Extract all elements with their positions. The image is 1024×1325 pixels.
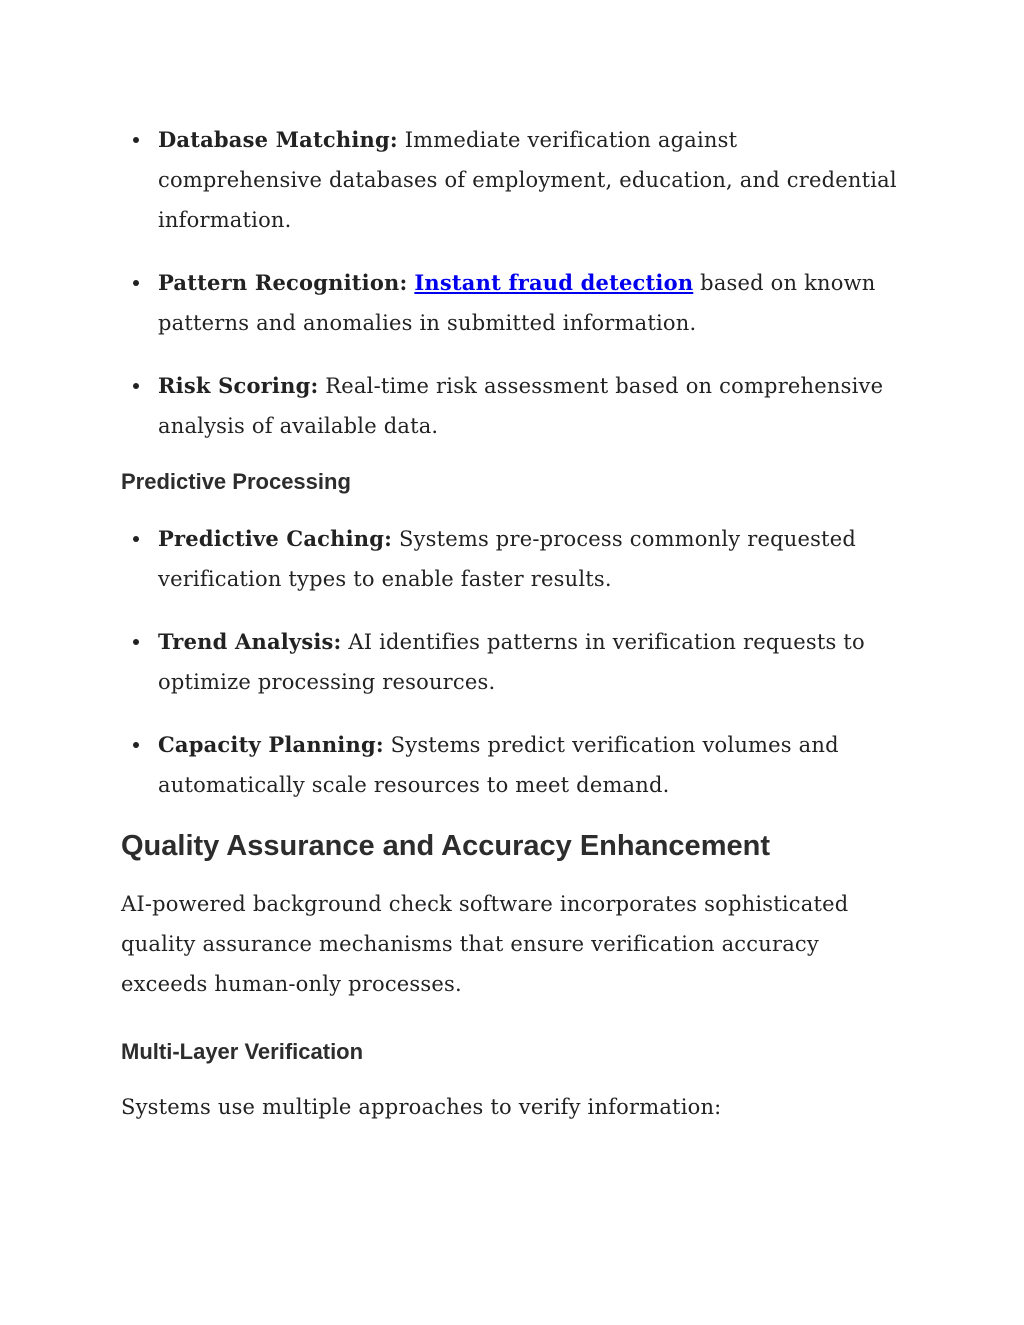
instant-fraud-detection-link[interactable]: Instant fraud detection	[414, 270, 694, 295]
list-item-risk-scoring	[158, 366, 906, 446]
list-item-trend-analysis	[158, 622, 906, 702]
list-item-text: Systems pre-process commonly requested verification types to enable faster results.	[158, 527, 856, 591]
list-item-term: Trend Analysis:	[158, 629, 342, 654]
list-item-text: AI identifies patterns in verification requests to optimize processing resources.	[158, 630, 865, 694]
list-item-text: Real-time risk assessment based on comprehensive analysis of available data.	[158, 374, 884, 438]
quality-assurance-heading: Quality Assurance and Accuracy Enhancement	[121, 830, 770, 862]
multi-layer-verification-heading: Multi-Layer Verification	[121, 1039, 364, 1064]
predictive-processing-heading: Predictive Processing	[121, 469, 351, 494]
multi-layer-intro-paragraph: Systems use multiple approaches to verify information:	[121, 1095, 722, 1119]
realtime-capabilities-list	[121, 120, 906, 446]
list-item-predictive-caching	[158, 519, 906, 599]
list-item-capacity-planning	[158, 725, 906, 805]
list-item-database-matching	[158, 120, 906, 240]
list-item-text: Immediate verification against comprehensive databases of employment, education, and credential information.	[158, 128, 897, 232]
list-item-text: based on known patterns and anomalies in submitted information.	[158, 271, 876, 335]
list-item-text: Systems predict verification volumes and automatically scale resources to meet demand.	[158, 733, 839, 797]
list-item-term: Risk Scoring:	[158, 373, 319, 398]
quality-assurance-paragraph: AI-powered background check software incorporates sophisticated quality assurance mechanisms that ensure verification accuracy exceeds human-only processes.	[121, 892, 849, 996]
list-item-term: Database Matching:	[158, 127, 398, 152]
list-item-term: Predictive Caching:	[158, 526, 393, 551]
list-item-pattern-recognition	[158, 263, 906, 343]
list-item-term: Pattern Recognition:	[158, 270, 408, 295]
list-item-term: Capacity Planning:	[158, 732, 384, 757]
predictive-processing-list	[121, 519, 906, 805]
